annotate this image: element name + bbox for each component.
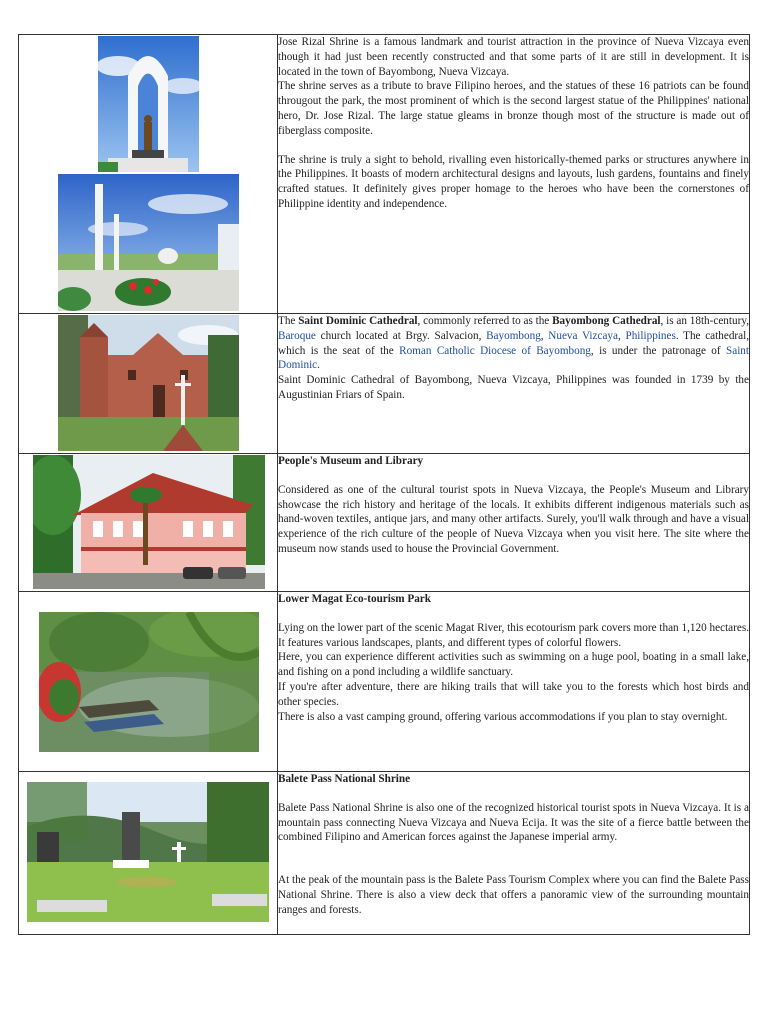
image-cell xyxy=(19,35,278,314)
lower-magat-eco-park-photo xyxy=(39,612,259,752)
description-cell xyxy=(278,314,750,454)
saint-dominic-cathedral-photo xyxy=(58,315,239,451)
image-cell xyxy=(19,592,278,772)
paragraph: Balete Pass National Shrine is also one of the recognized historical tourist spots in Nueva Vizcaya. It is a mountain pass connecting Nueva Vizcaya and Nueva Ecija. It was the site of a fierce battle between the combined Filipino and American forces against the Japanese imperial army. xyxy=(278,801,749,844)
jose-rizal-shrine-park-photo xyxy=(58,174,239,311)
hyperlink[interactable]: Nueva Vizcaya xyxy=(548,329,618,342)
paragraph: Jose Rizal Shrine is a famous landmark and tourist attraction in the province of Nueva Vizcaya even though it had just been recently constructed and that some parts of it are still in development. It is located in the town of Bayombong, Nueva Vizcaya. xyxy=(278,36,749,78)
paragraph: There is also a vast camping ground, offering various accommodations if you plan to stay overnight. xyxy=(278,710,728,723)
description-cell xyxy=(278,772,750,935)
table-row xyxy=(19,454,750,592)
attractions-table xyxy=(18,34,750,935)
table-row xyxy=(19,35,750,314)
jose-rizal-shrine-monument-photo xyxy=(98,36,199,172)
paragraph: At the peak of the mountain pass is the Balete Pass Tourism Complex where you can find the Balete Pass National Shrine. There is also a view deck that offers a panoramic view of the surrounding mountain ranges and forests. xyxy=(278,874,749,916)
text-segment: , xyxy=(617,329,626,342)
section-title: Balete Pass National Shrine xyxy=(278,773,411,785)
image-cell xyxy=(19,454,278,592)
image-cell xyxy=(19,772,278,935)
text-segment: , xyxy=(540,329,549,342)
paragraph: Here, you can experience different activities such as swimming on a huge pool, boating in a small lake, and fishing on a pond including a wildlife sanctuary. xyxy=(278,651,749,679)
paragraph: Considered as one of the cultural tourist spots in Nueva Vizcaya, the People's Museum and Library showcase the rich history and heritage of the locals. It exhibits different indigenous materials such as hand-woven textiles, antique jars, and many other artifacts. Surely, you'll walk through and have a visual experience of the rich culture of the people of Nueva Vizcaya when you visit here. The site where the museum now stands used to house the Provincial Government. xyxy=(278,483,749,555)
text-segment: , is an 18th-century, xyxy=(660,315,749,327)
paragraph xyxy=(278,314,749,373)
text-segment: . xyxy=(317,359,320,372)
paragraph: If you're after adventure, there are hiking trails that will take you to the forests which host birds and other species. xyxy=(278,680,749,708)
paragraph: The shrine is truly a sight to behold, rivalling even historically-themed parks or structures anywhere in the Philippines. It boasts of modern architectural designs and layouts, lush gardens, fountains and finely crafted statues. It definitely gives proper homage to the heroes who have been the cornerstones of Philippine identity and independence. xyxy=(278,153,749,210)
hyperlink[interactable]: Philippines xyxy=(625,329,676,342)
image-cell xyxy=(19,314,278,454)
peoples-museum-library-photo xyxy=(33,455,265,589)
text-segment: church located at Brgy. Salvacion, xyxy=(315,329,487,342)
bold-term: Saint Dominic Cathedral xyxy=(298,315,418,327)
hyperlink[interactable]: Roman Catholic Diocese of Bayombong xyxy=(399,344,591,357)
text-segment: , commonly referred to as the xyxy=(417,315,553,327)
description-cell xyxy=(278,35,750,314)
paragraph: Saint Dominic Cathedral of Bayombong, Nueva Vizcaya, Philippines was founded in 1739 by the Augustinian Friars of Spain. xyxy=(278,374,749,401)
text-segment: . The cathedral, which is the seat of the xyxy=(278,329,750,357)
section-title: People's Museum and Library xyxy=(278,455,424,467)
table-row xyxy=(19,314,750,454)
hyperlink[interactable]: Saint Dominic xyxy=(278,344,749,372)
description-cell xyxy=(278,454,750,592)
paragraph: Lying on the lower part of the scenic Magat River, this ecotourism park covers more than 1,120 hectares. It features various landscapes, plants, and different types of colorful flowers. xyxy=(278,621,749,649)
hyperlink[interactable]: Baroque xyxy=(278,329,316,342)
text-segment: The xyxy=(278,315,299,327)
text-segment: , is under the patronage of xyxy=(590,344,726,357)
description-cell xyxy=(278,592,750,772)
section-title: Lower Magat Eco-tourism Park xyxy=(278,593,431,605)
table-row xyxy=(19,772,750,935)
bold-term: Bayombong Cathedral xyxy=(552,315,661,327)
balete-pass-shrine-photo xyxy=(27,782,269,922)
hyperlink[interactable]: Bayombong xyxy=(486,329,541,342)
paragraph: The shrine serves as a tribute to brave Filipino heroes, and the statues of these 16 patriots can be found througout the park, the most prominent of which is the second largest statue of the Philippines' national hero, Dr. Jose Rizal. The large statue gleams in bronze though most of the structure is made out of fiberglass composite. xyxy=(278,80,749,137)
table-row xyxy=(19,592,750,772)
